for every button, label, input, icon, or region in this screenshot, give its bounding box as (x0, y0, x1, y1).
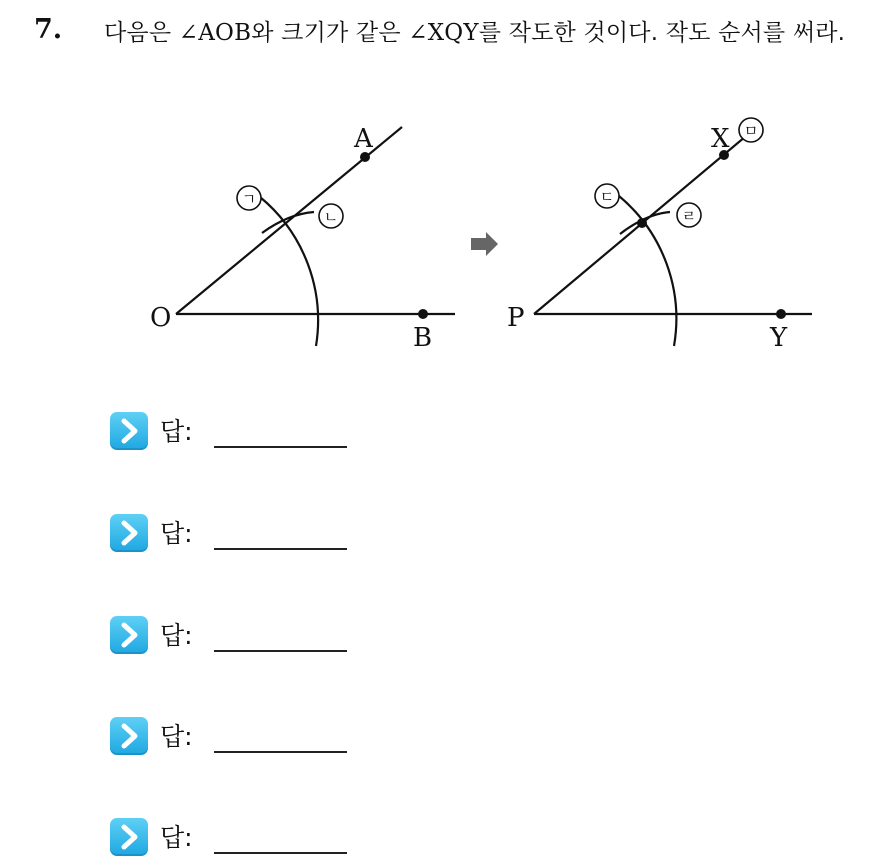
question-text-part3: 를 작도한 것이다. 작도 순서를 써라. (478, 20, 846, 46)
point-y-dot (776, 309, 786, 319)
answer-blank[interactable] (214, 650, 347, 652)
chevron-right-icon (110, 514, 148, 552)
right-points (637, 150, 786, 319)
marker-step1: ㄱ (241, 190, 257, 208)
answer-label: 답: (160, 722, 193, 751)
construction-figure (0, 0, 884, 400)
angle-aob: ∠AOB (178, 20, 252, 46)
label-a: A (354, 124, 373, 154)
point-intersection-dot (637, 218, 647, 228)
label-p: P (507, 303, 525, 333)
marker-step4: ㄹ (681, 207, 697, 225)
left-points (360, 152, 428, 319)
question-text-part2: 와 크기가 같은 (251, 20, 409, 46)
label-x: X (711, 124, 730, 154)
chevron-right-icon (110, 717, 148, 755)
right-figure (534, 126, 812, 346)
marker-step3: ㄷ (599, 188, 615, 206)
answer-label: 답: (160, 519, 193, 548)
question-text-part1: 다음은 (104, 20, 179, 46)
answer-label: 답: (160, 417, 193, 446)
label-b: B (413, 323, 433, 353)
question-number: 7. (34, 14, 63, 45)
label-o: O (150, 303, 172, 333)
answer-blank[interactable] (214, 751, 347, 753)
arrow-icon (471, 232, 498, 256)
point-b-dot (418, 309, 428, 319)
answer-label: 답: (160, 823, 193, 852)
chevron-right-icon (110, 412, 148, 450)
angle-xqy: ∠XQY (408, 20, 479, 46)
marker-step5: ㅁ (743, 122, 759, 140)
left-figure (176, 127, 455, 346)
marker-step2: ㄴ (323, 208, 339, 226)
answer-blank[interactable] (214, 548, 347, 550)
chevron-right-icon (110, 616, 148, 654)
answer-blank[interactable] (214, 852, 347, 854)
label-y: Y (770, 323, 788, 353)
answer-label: 답: (160, 621, 193, 650)
answer-blank[interactable] (214, 446, 347, 448)
chevron-right-icon (110, 818, 148, 856)
